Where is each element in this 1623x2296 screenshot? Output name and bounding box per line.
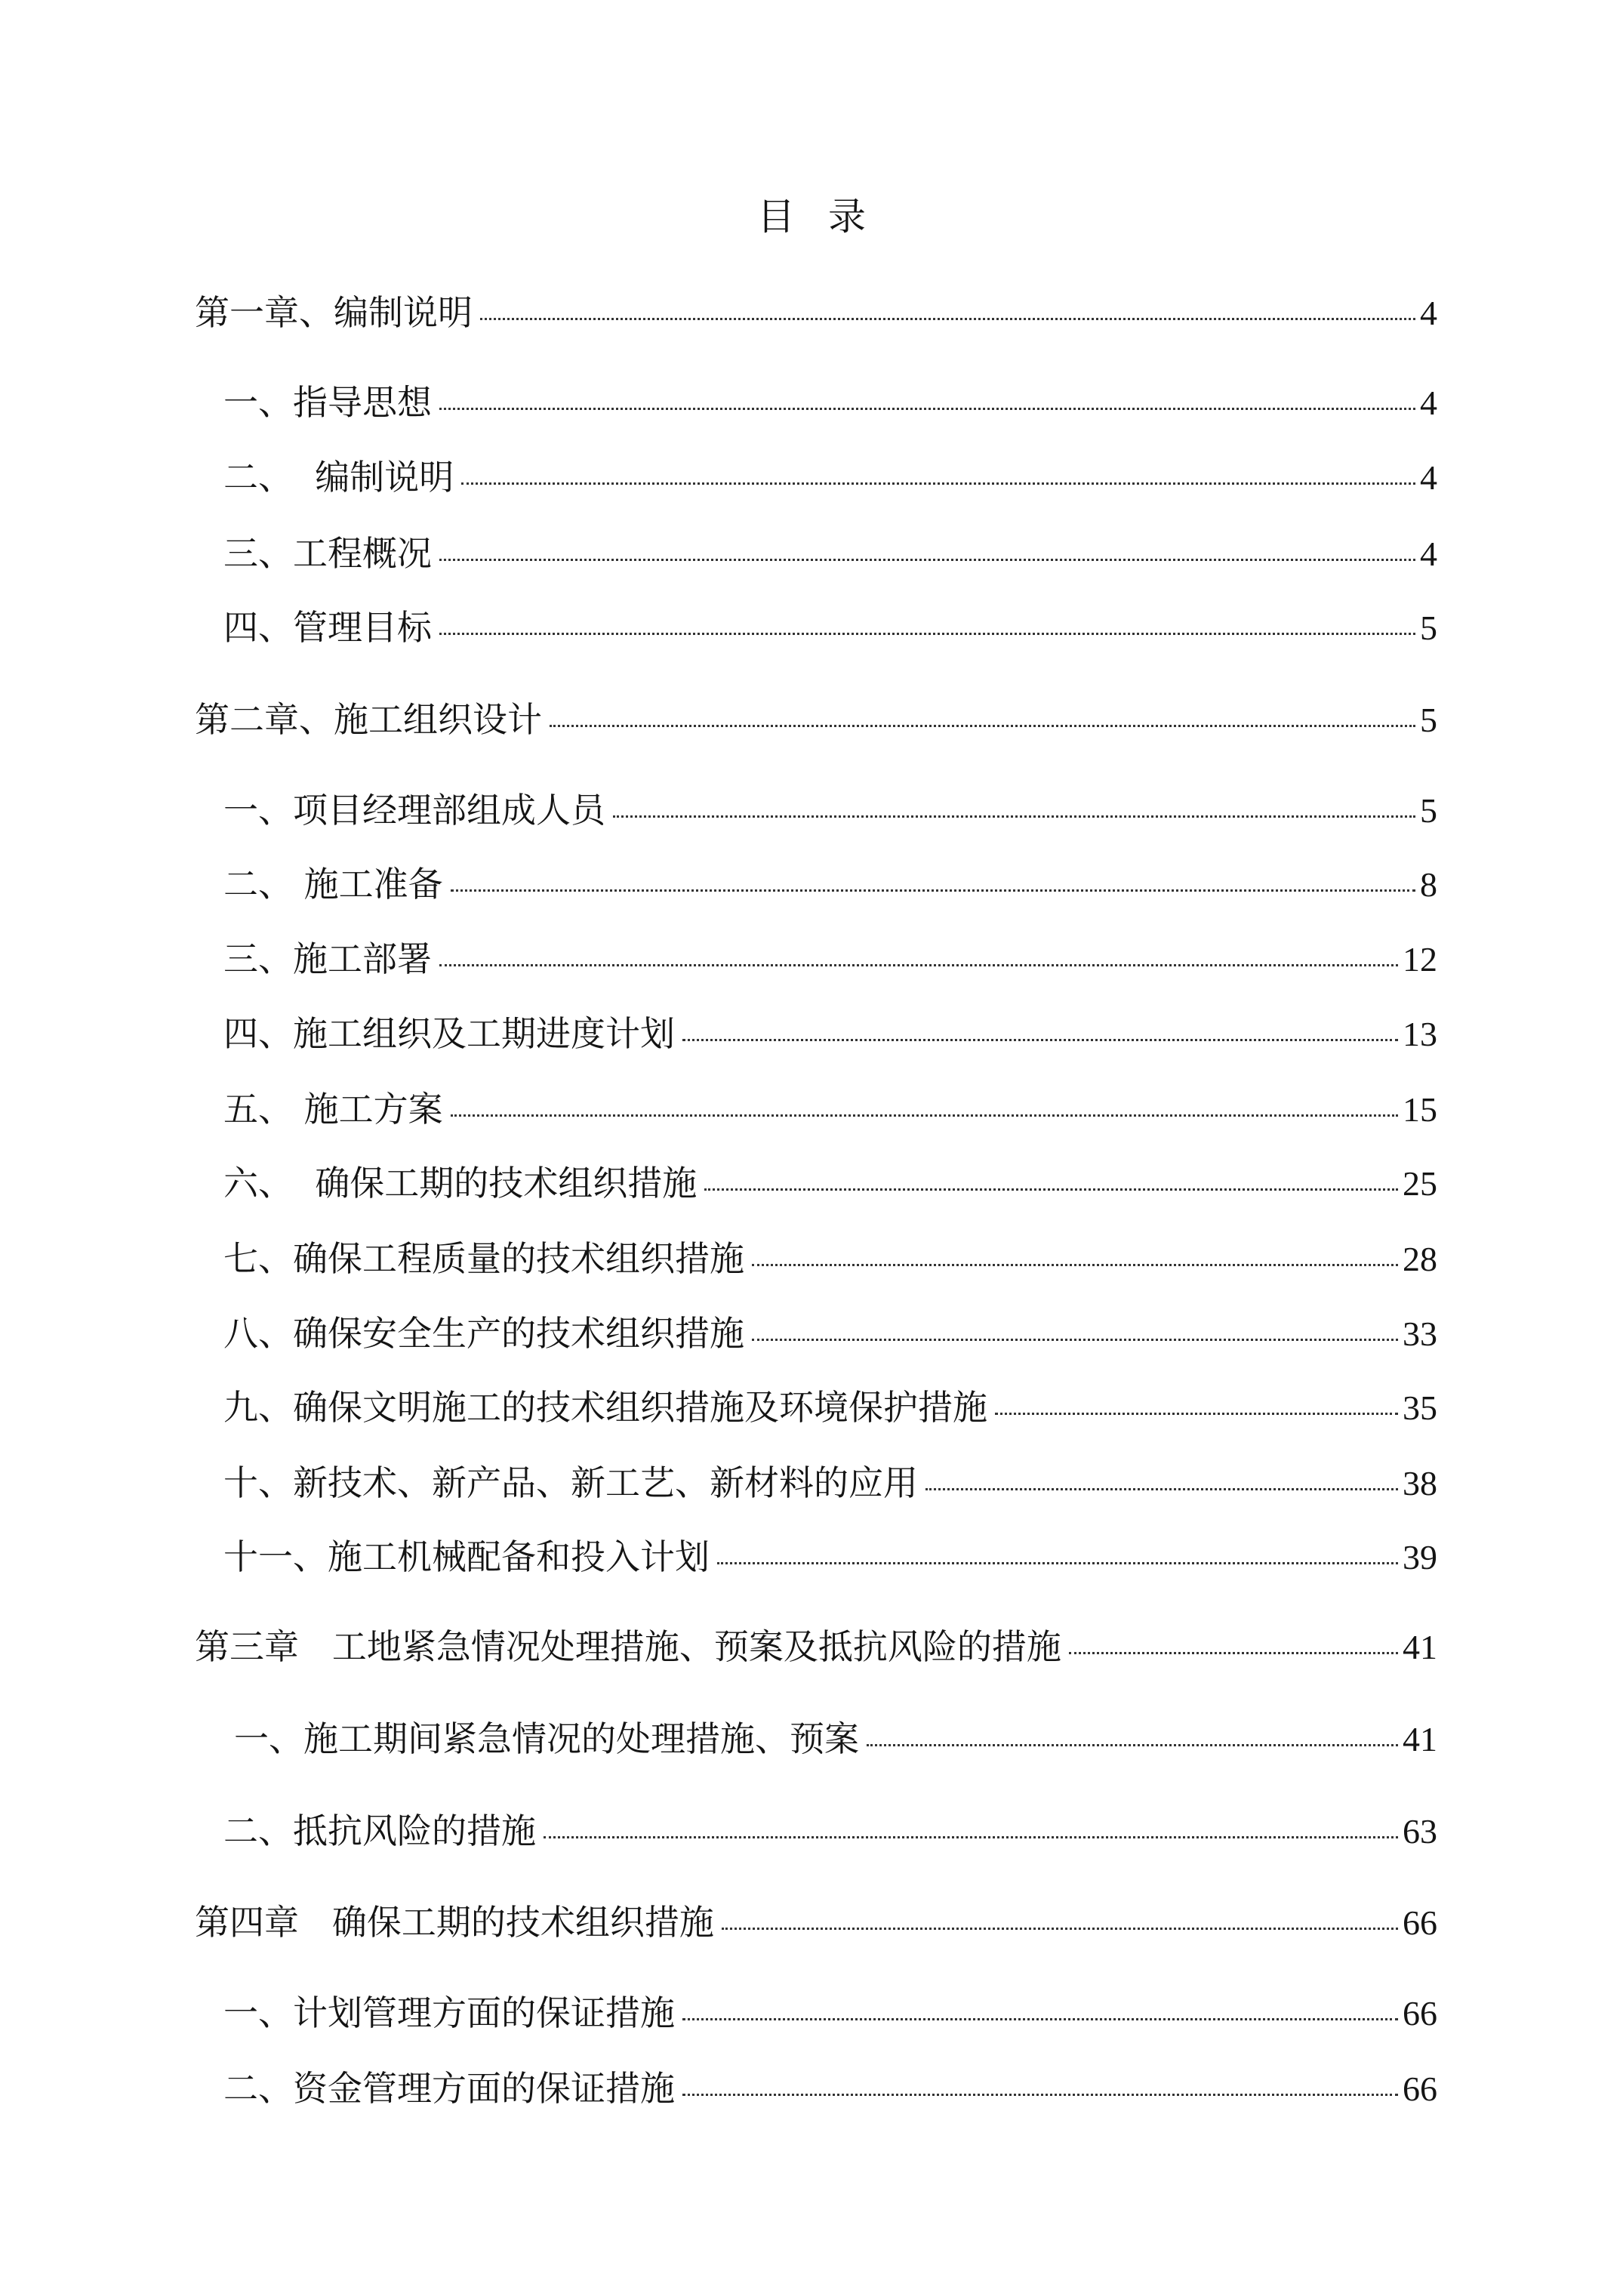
dot-leader [682, 2094, 1398, 2096]
dot-leader [439, 633, 1415, 635]
dot-leader [550, 725, 1415, 727]
toc-entry-section[interactable] [223, 1381, 1437, 1434]
toc-entry-section[interactable] [223, 784, 1437, 837]
toc-entry-page-number: 41 [1403, 1720, 1437, 1758]
toc-entry-page-number: 38 [1403, 1464, 1437, 1502]
dot-leader [995, 1413, 1398, 1415]
toc-entry-page-number: 39 [1403, 1538, 1437, 1576]
toc-entry-label: 第一章、编制说明 [195, 292, 473, 333]
dot-leader [867, 1744, 1398, 1746]
toc-entry-label: 一、指导思想 [223, 382, 432, 423]
toc-entry-label: 十一、施工机械配备和投入计划 [223, 1536, 710, 1577]
toc-entry-label: 九、确保文明施工的技术组织措施及环境保护措施 [223, 1387, 987, 1428]
dot-leader [704, 1188, 1398, 1191]
toc-entry-section[interactable] [223, 451, 1437, 504]
toc-entry-section[interactable] [223, 1232, 1437, 1285]
dot-leader [682, 2018, 1398, 2020]
toc-entry-chapter-2[interactable] [195, 693, 1437, 746]
dot-leader [439, 408, 1415, 410]
toc-entry-label: 四、施工组织及工期进度计划 [223, 1013, 675, 1054]
toc-entry-page-number: 12 [1403, 940, 1437, 978]
toc-entry-section[interactable] [223, 1530, 1437, 1583]
toc-entry-section[interactable] [223, 1007, 1437, 1060]
toc-entry-page-number: 5 [1420, 791, 1437, 830]
toc-entry-label: 七、确保工程质量的技术组织措施 [223, 1238, 744, 1279]
toc-entry-label: 一、项目经理部组成人员 [223, 790, 605, 831]
toc-entry-label: 二、 施工准备 [223, 864, 443, 905]
toc-entry-page-number: 28 [1403, 1240, 1437, 1278]
toc-entry-section[interactable] [223, 1157, 1437, 1210]
dot-leader [451, 889, 1415, 892]
toc-entry-page-number: 66 [1403, 2069, 1437, 2108]
dot-leader [717, 1562, 1398, 1564]
dot-leader [925, 1488, 1398, 1490]
toc-entry-page-number: 15 [1403, 1090, 1437, 1129]
toc-entry-label: 第四章 确保工期的技术组织措施 [195, 1902, 714, 1943]
toc-entry-label: 二、资金管理方面的保证措施 [223, 2068, 675, 2109]
toc-entry-page-number: 5 [1420, 609, 1437, 647]
toc-title-char-2: 录 [828, 195, 866, 239]
toc-entry-label: 第二章、施工组织设计 [195, 699, 542, 740]
dot-leader [722, 1928, 1398, 1930]
toc-entry-page-number: 5 [1420, 701, 1437, 739]
toc-entry-page-number: 66 [1403, 1903, 1437, 1942]
toc-entry-page-number: 4 [1420, 458, 1437, 497]
toc-entry-section[interactable] [223, 932, 1437, 985]
toc-entry-page-number: 63 [1403, 1812, 1437, 1851]
dot-leader [613, 815, 1415, 818]
toc-entry-section[interactable] [223, 1307, 1437, 1360]
toc-entry-chapter-4[interactable] [195, 1896, 1437, 1949]
toc-title [0, 190, 1623, 243]
toc-entry-section[interactable] [223, 601, 1437, 654]
toc-entry-page-number: 4 [1420, 384, 1437, 422]
dot-leader [682, 1039, 1398, 1041]
toc-entry-section[interactable] [234, 1712, 1437, 1765]
toc-entry-label: 二、抵抗风险的措施 [223, 1811, 536, 1851]
toc-entry-section[interactable] [223, 2062, 1437, 2115]
toc-entry-label: 二、 编制说明 [223, 457, 454, 498]
dot-leader [451, 1114, 1398, 1117]
toc-entry-label: 八、确保安全生产的技术组织措施 [223, 1313, 744, 1354]
toc-entry-label: 一、计划管理方面的保证措施 [223, 1992, 675, 2033]
dot-leader [461, 482, 1415, 485]
dot-leader [439, 559, 1415, 561]
toc-entry-section[interactable] [223, 1083, 1437, 1136]
toc-entry-page-number: 41 [1403, 1628, 1437, 1666]
toc-entry-label: 十、新技术、新产品、新工艺、新材料的应用 [223, 1462, 918, 1503]
toc-entry-section[interactable] [223, 527, 1437, 580]
toc-entry-label: 六、 确保工期的技术组织措施 [223, 1163, 698, 1203]
toc-entry-page-number: 33 [1403, 1314, 1437, 1353]
toc-entry-chapter-3[interactable] [195, 1620, 1437, 1673]
toc-entry-label: 三、工程概况 [223, 533, 432, 574]
toc-entry-page-number: 25 [1403, 1164, 1437, 1203]
toc-entry-page-number: 35 [1403, 1388, 1437, 1427]
toc-entry-page-number: 4 [1420, 535, 1437, 573]
toc-entry-label: 一、施工期间紧急情况的处理措施、预案 [234, 1718, 859, 1759]
toc-entry-page-number: 13 [1403, 1015, 1437, 1053]
dot-leader [752, 1264, 1398, 1266]
toc-entry-page-number: 4 [1420, 294, 1437, 332]
toc-entry-label: 第三章 工地紧急情况处理措施、预案及抵抗风险的措施 [195, 1626, 1061, 1667]
dot-leader [480, 318, 1415, 320]
dot-leader [1069, 1652, 1398, 1654]
toc-entry-label: 五、 施工方案 [223, 1089, 443, 1130]
toc-entry-section[interactable] [223, 1986, 1437, 2039]
dot-leader [752, 1339, 1398, 1341]
dot-leader [544, 1836, 1398, 1838]
toc-entry-page-number: 66 [1403, 1994, 1437, 2032]
toc-entry-label: 四、管理目标 [223, 607, 432, 648]
toc-title-char-1: 目 [757, 195, 795, 239]
dot-leader [439, 964, 1398, 966]
toc-entry-page-number: 8 [1420, 865, 1437, 904]
toc-entry-label: 三、施工部署 [223, 938, 432, 979]
toc-entry-section[interactable] [223, 376, 1437, 429]
toc-entry-section[interactable] [223, 858, 1437, 911]
toc-entry-section[interactable] [223, 1804, 1437, 1857]
toc-entry-section[interactable] [223, 1456, 1437, 1509]
toc-entry-chapter-1[interactable] [195, 286, 1437, 339]
